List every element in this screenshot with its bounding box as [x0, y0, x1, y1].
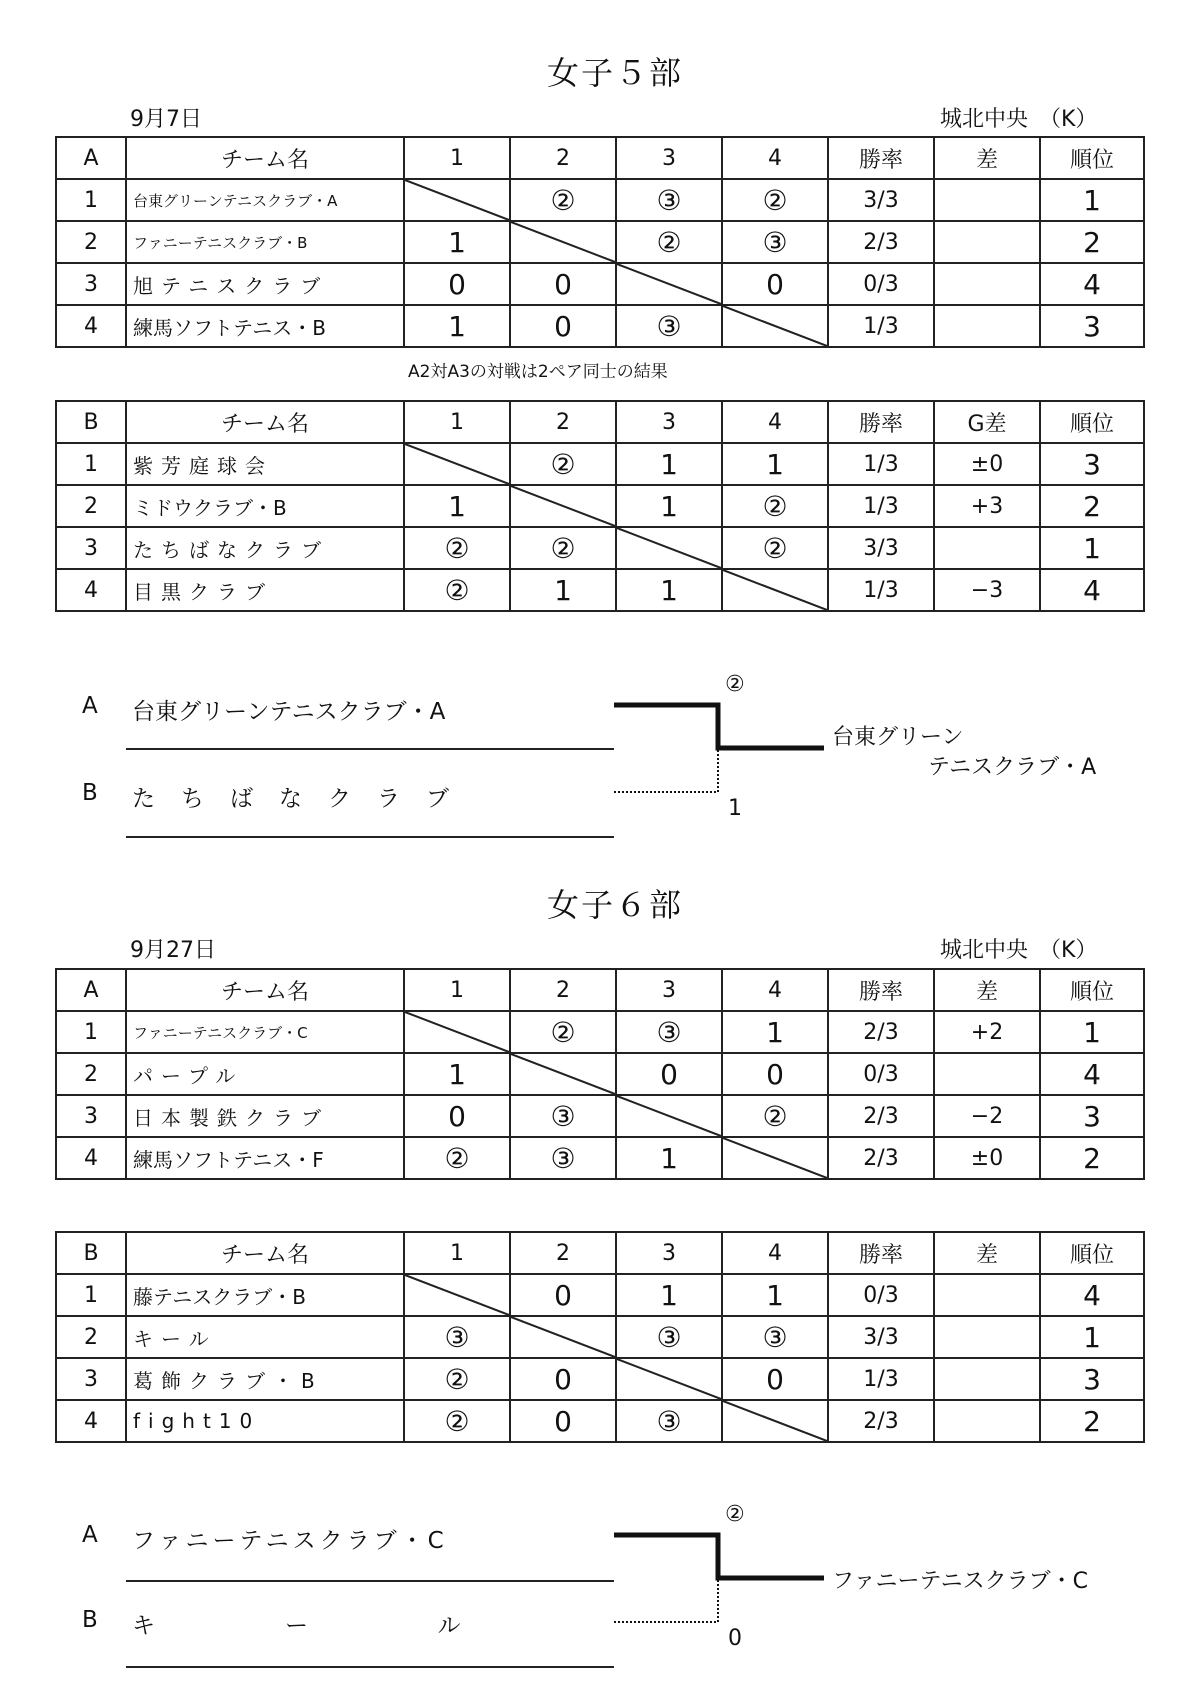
game-diff: [934, 305, 1040, 347]
diagonal-cell: [722, 305, 828, 347]
match-result: ②: [510, 1011, 616, 1053]
table-row: [56, 263, 1144, 305]
column-header: 4: [722, 401, 828, 443]
diagonal-cell: [510, 485, 616, 527]
row-number: 1: [56, 179, 126, 221]
match-result: ③: [616, 1316, 722, 1358]
match-result: ③: [616, 1011, 722, 1053]
match-result: ②: [404, 1358, 510, 1400]
column-header: 2: [510, 1232, 616, 1274]
match-result: 1: [404, 1053, 510, 1095]
column-header: 3: [616, 969, 722, 1011]
league-table-a: [55, 136, 1145, 348]
column-header: G差: [934, 401, 1040, 443]
diagonal-cell: [510, 1316, 616, 1358]
match-result: 1: [616, 485, 722, 527]
team-name: パープル: [126, 1053, 404, 1095]
match-result: ③: [616, 1400, 722, 1442]
match-result: 0: [722, 263, 828, 305]
column-header: 2: [510, 969, 616, 1011]
match-result: ②: [404, 527, 510, 569]
diagonal-cell: [510, 221, 616, 263]
table-row: [56, 527, 1144, 569]
diagonal-cell: [616, 1095, 722, 1137]
match-result: ②: [510, 443, 616, 485]
table-row: [56, 1358, 1144, 1400]
column-header: A: [56, 969, 126, 1011]
match-result: ②: [404, 1400, 510, 1442]
match-result: 0: [404, 263, 510, 305]
table-header-row: [56, 1232, 1144, 1274]
row-number: 4: [56, 569, 126, 611]
team-name: 葛飾クラブ・B: [126, 1358, 404, 1400]
table-row: [56, 1274, 1144, 1316]
column-header: 差: [934, 1232, 1040, 1274]
divider: [126, 836, 614, 838]
diagonal-line: [511, 222, 615, 262]
win-rate: 2/3: [828, 221, 934, 263]
game-diff: [934, 179, 1040, 221]
diagonal-cell: [722, 1400, 828, 1442]
diagonal-cell: [404, 1011, 510, 1053]
final-team-b: キール: [132, 1613, 591, 1639]
team-name: 目黒クラブ: [126, 569, 404, 611]
row-number: 2: [56, 485, 126, 527]
diagonal-cell: [404, 1274, 510, 1316]
winner-line-1: 台東グリーン: [832, 725, 964, 750]
match-result: 0: [510, 1358, 616, 1400]
rank: 3: [1040, 443, 1144, 485]
game-diff: [934, 1274, 1040, 1316]
diagonal-cell: [722, 1137, 828, 1179]
diagonal-line: [723, 570, 827, 610]
match-result: ②: [510, 179, 616, 221]
rank: 2: [1040, 1137, 1144, 1179]
match-result: 1: [616, 1274, 722, 1316]
final-group-b-label: B: [82, 1607, 98, 1633]
win-rate: 1/3: [828, 305, 934, 347]
team-name: 紫芳庭球会: [126, 443, 404, 485]
winner-line-1: ファニーテニスクラブ・C: [832, 1569, 1089, 1594]
row-number: 2: [56, 1053, 126, 1095]
table-row: [56, 443, 1144, 485]
team-name: fight10: [126, 1400, 404, 1442]
rank: 1: [1040, 179, 1144, 221]
row-number: 1: [56, 1011, 126, 1053]
match-result: 1: [616, 569, 722, 611]
rank: 3: [1040, 1358, 1144, 1400]
match-date: 9月7日: [130, 107, 202, 132]
game-diff: ±0: [934, 1137, 1040, 1179]
row-number: 4: [56, 1400, 126, 1442]
diagonal-line: [723, 1401, 827, 1441]
diagonal-line: [405, 1012, 509, 1052]
match-result: ③: [722, 221, 828, 263]
game-diff: −3: [934, 569, 1040, 611]
row-number: 4: [56, 1137, 126, 1179]
match-result: ③: [616, 305, 722, 347]
match-result: ②: [722, 1095, 828, 1137]
diagonal-cell: [616, 1358, 722, 1400]
column-header: 順位: [1040, 1232, 1144, 1274]
win-rate: 2/3: [828, 1095, 934, 1137]
team-name: キール: [126, 1316, 404, 1358]
win-rate: 1/3: [828, 569, 934, 611]
match-result: ②: [722, 527, 828, 569]
match-result: 1: [722, 1011, 828, 1053]
match-result: ②: [404, 569, 510, 611]
match-result: ②: [722, 179, 828, 221]
column-header: 1: [404, 137, 510, 179]
rank: 2: [1040, 485, 1144, 527]
row-number: 2: [56, 221, 126, 263]
row-number: 3: [56, 1358, 126, 1400]
section-title: 女子６部: [546, 886, 683, 924]
game-diff: ±0: [934, 443, 1040, 485]
column-header: 3: [616, 137, 722, 179]
final-group-b-label: B: [82, 780, 98, 806]
team-name: ファニーテニスクラブ・C: [126, 1011, 404, 1053]
team-name: 練馬ソフトテニス・F: [126, 1137, 404, 1179]
win-rate: 0/3: [828, 1053, 934, 1095]
match-result: 1: [510, 569, 616, 611]
row-number: 1: [56, 1274, 126, 1316]
match-result: 0: [404, 1095, 510, 1137]
column-header: A: [56, 137, 126, 179]
column-header: チーム名: [126, 137, 404, 179]
rank: 3: [1040, 1095, 1144, 1137]
score-a: ②: [725, 672, 745, 697]
match-result: 1: [722, 443, 828, 485]
diagonal-line: [617, 528, 721, 568]
row-number: 3: [56, 527, 126, 569]
win-rate: 3/3: [828, 1316, 934, 1358]
venue: 城北中央 （K）: [940, 938, 1098, 963]
game-diff: [934, 221, 1040, 263]
team-name: たちばなクラブ: [126, 527, 404, 569]
score-b: 0: [728, 1626, 742, 1651]
divider: [126, 1580, 614, 1582]
win-rate: 1/3: [828, 1358, 934, 1400]
rank: 1: [1040, 1316, 1144, 1358]
diagonal-line: [723, 1138, 827, 1178]
row-number: 2: [56, 1316, 126, 1358]
win-rate: 0/3: [828, 263, 934, 305]
win-rate: 3/3: [828, 527, 934, 569]
diagonal-line: [405, 444, 509, 484]
diagonal-line: [405, 1275, 509, 1315]
divider: [126, 1666, 614, 1668]
column-header: 4: [722, 137, 828, 179]
column-header: 1: [404, 1232, 510, 1274]
final-team-a: ファニーテニスクラブ・C: [132, 1528, 448, 1554]
game-diff: [934, 527, 1040, 569]
diagonal-line: [723, 306, 827, 346]
column-header: 順位: [1040, 969, 1144, 1011]
win-rate: 3/3: [828, 179, 934, 221]
table-row: [56, 1137, 1144, 1179]
row-number: 3: [56, 263, 126, 305]
column-header: 勝率: [828, 1232, 934, 1274]
table-row: [56, 1316, 1144, 1358]
table-row: [56, 221, 1144, 263]
game-diff: +3: [934, 485, 1040, 527]
row-number: 1: [56, 443, 126, 485]
game-diff: +2: [934, 1011, 1040, 1053]
table-row: [56, 305, 1144, 347]
column-header: 3: [616, 1232, 722, 1274]
rank: 2: [1040, 221, 1144, 263]
win-rate: 2/3: [828, 1137, 934, 1179]
diagonal-cell: [404, 179, 510, 221]
match-result: 1: [404, 485, 510, 527]
match-result: ③: [722, 1316, 828, 1358]
column-header: チーム名: [126, 1232, 404, 1274]
column-header: 1: [404, 401, 510, 443]
win-rate: 1/3: [828, 485, 934, 527]
league-table-b: [55, 1231, 1145, 1443]
diagonal-line: [617, 1096, 721, 1136]
diagonal-line: [617, 264, 721, 304]
final-team-b: たちばなクラブ: [132, 786, 475, 812]
row-number: 4: [56, 305, 126, 347]
table-row: [56, 179, 1144, 221]
rank: 3: [1040, 305, 1144, 347]
league-table-b: [55, 400, 1145, 612]
score-a: ②: [725, 1502, 745, 1527]
win-rate: 2/3: [828, 1400, 934, 1442]
match-result: 0: [510, 1400, 616, 1442]
team-name: 日本製鉄クラブ: [126, 1095, 404, 1137]
match-result: 0: [722, 1053, 828, 1095]
bracket-lines: [610, 1520, 830, 1640]
column-header: 差: [934, 137, 1040, 179]
game-diff: [934, 1316, 1040, 1358]
winner-line-2: テニスクラブ・A: [928, 755, 1097, 780]
column-header: 順位: [1040, 137, 1144, 179]
diagonal-cell: [722, 569, 828, 611]
match-result: 1: [404, 221, 510, 263]
diagonal-cell: [616, 263, 722, 305]
column-header: 差: [934, 969, 1040, 1011]
match-date: 9月27日: [130, 938, 216, 963]
team-name: 旭テニスクラブ: [126, 263, 404, 305]
table-note: A2対A3の対戦は2ペア同士の結果: [408, 362, 668, 382]
column-header: 2: [510, 401, 616, 443]
rank: 4: [1040, 1274, 1144, 1316]
column-header: チーム名: [126, 969, 404, 1011]
diagonal-cell: [510, 1053, 616, 1095]
match-result: 0: [722, 1358, 828, 1400]
column-header: 順位: [1040, 401, 1144, 443]
win-rate: 1/3: [828, 443, 934, 485]
diagonal-line: [511, 1317, 615, 1357]
match-result: ③: [616, 179, 722, 221]
diagonal-line: [511, 1054, 615, 1094]
match-result: ③: [510, 1137, 616, 1179]
diagonal-line: [617, 1359, 721, 1399]
rank: 1: [1040, 527, 1144, 569]
team-name: 台東グリーンテニスクラブ・A: [126, 179, 404, 221]
team-name: ミドウクラブ・B: [126, 485, 404, 527]
column-header: 4: [722, 969, 828, 1011]
table-row: [56, 1053, 1144, 1095]
score-b: 1: [728, 796, 742, 821]
divider: [126, 748, 614, 750]
league-table-a: [55, 968, 1145, 1180]
match-result: 1: [616, 1137, 722, 1179]
table-row: [56, 569, 1144, 611]
diagonal-cell: [616, 527, 722, 569]
game-diff: [934, 1053, 1040, 1095]
match-result: 0: [510, 305, 616, 347]
rank: 1: [1040, 1011, 1144, 1053]
match-result: 1: [722, 1274, 828, 1316]
table-header-row: [56, 137, 1144, 179]
match-result: ②: [404, 1137, 510, 1179]
column-header: チーム名: [126, 401, 404, 443]
rank: 2: [1040, 1400, 1144, 1442]
final-team-a: 台東グリーンテニスクラブ・A: [132, 699, 446, 725]
final-group-a-label: A: [82, 1522, 98, 1548]
final-group-a-label: A: [82, 693, 98, 719]
match-result: 1: [404, 305, 510, 347]
team-name: ファニーテニスクラブ・B: [126, 221, 404, 263]
section-title: 女子５部: [546, 54, 683, 92]
column-header: 勝率: [828, 401, 934, 443]
venue: 城北中央 （K）: [940, 107, 1098, 132]
game-diff: −2: [934, 1095, 1040, 1137]
column-header: 勝率: [828, 137, 934, 179]
match-result: ③: [404, 1316, 510, 1358]
team-name: 練馬ソフトテニス・B: [126, 305, 404, 347]
diagonal-cell: [404, 443, 510, 485]
rank: 4: [1040, 569, 1144, 611]
rank: 4: [1040, 263, 1144, 305]
column-header: B: [56, 1232, 126, 1274]
game-diff: [934, 1358, 1040, 1400]
win-rate: 2/3: [828, 1011, 934, 1053]
table-row: [56, 1400, 1144, 1442]
table-row: [56, 1011, 1144, 1053]
table-row: [56, 1095, 1144, 1137]
column-header: 1: [404, 969, 510, 1011]
bracket-lines: [610, 690, 830, 810]
win-rate: 0/3: [828, 1274, 934, 1316]
match-result: 0: [510, 1274, 616, 1316]
match-result: 0: [616, 1053, 722, 1095]
match-result: 1: [616, 443, 722, 485]
match-result: ③: [510, 1095, 616, 1137]
match-result: ②: [510, 527, 616, 569]
game-diff: [934, 1400, 1040, 1442]
match-result: ②: [616, 221, 722, 263]
match-result: 0: [510, 263, 616, 305]
team-name: 藤テニスクラブ・B: [126, 1274, 404, 1316]
row-number: 3: [56, 1095, 126, 1137]
column-header: 4: [722, 1232, 828, 1274]
table-row: [56, 485, 1144, 527]
game-diff: [934, 263, 1040, 305]
diagonal-line: [511, 486, 615, 526]
match-result: ②: [722, 485, 828, 527]
column-header: 3: [616, 401, 722, 443]
rank: 4: [1040, 1053, 1144, 1095]
table-header-row: [56, 401, 1144, 443]
table-header-row: [56, 969, 1144, 1011]
column-header: 2: [510, 137, 616, 179]
diagonal-line: [405, 180, 509, 220]
column-header: 勝率: [828, 969, 934, 1011]
column-header: B: [56, 401, 126, 443]
